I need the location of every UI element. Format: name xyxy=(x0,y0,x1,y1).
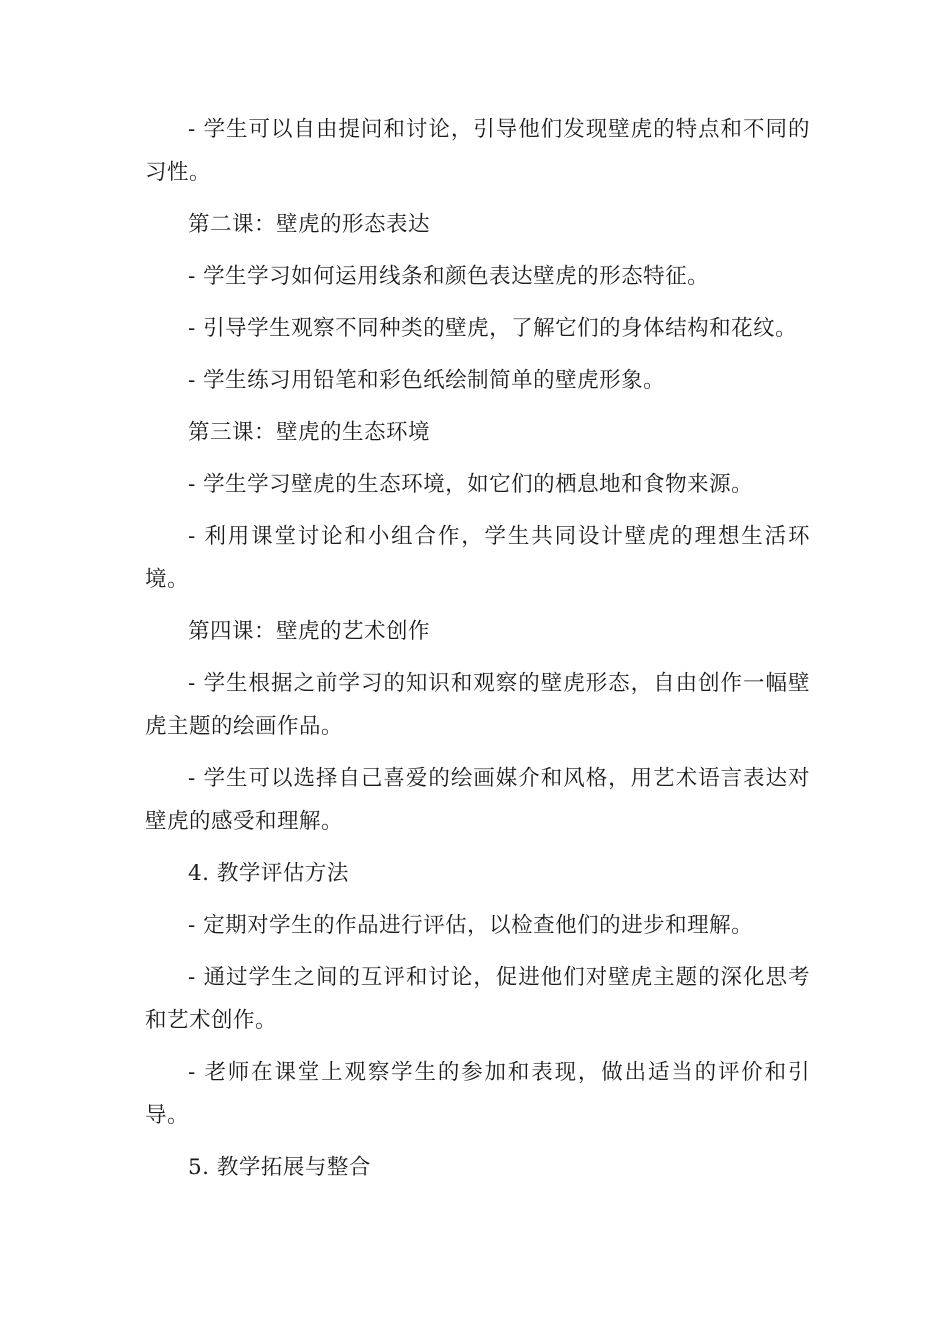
lesson-2-heading: 第二课：壁虎的形态表达 xyxy=(188,212,431,237)
paragraph-pencil-practice: - 学生练习用铅笔和彩色纸绘制简单的壁虎形象。 xyxy=(188,368,666,393)
paragraph-media-style: - 学生可以选择自己喜爱的绘画媒介和风格，用艺术语言表达对壁虎的感受和理解。 xyxy=(145,766,810,834)
paragraph-lines-colors: - 学生学习如何运用线条和颜色表达壁虎的形态特征。 xyxy=(188,264,710,289)
lesson-3-heading: 第三课：壁虎的生态环境 xyxy=(188,420,431,445)
section-5-heading: 5. 教学拓展与整合 xyxy=(188,1155,371,1180)
paragraph-periodic-evaluation: - 定期对学生的作品进行评估，以检查他们的进步和理解。 xyxy=(188,913,754,938)
document-body xyxy=(145,108,810,1198)
paragraph-group-design: - 利用课堂讨论和小组合作，学生共同设计壁虎的理想生活环境。 xyxy=(145,524,810,592)
section-4-heading: 4. 教学评估方法 xyxy=(188,861,349,886)
paragraph-peer-review: - 通过学生之间的互评和讨论，促进他们对壁虎主题的深化思考和艺术创作。 xyxy=(145,965,810,1033)
lesson-4-heading: 第四课：壁虎的艺术创作 xyxy=(188,619,431,644)
paragraph-habitat: - 学生学习壁虎的生态环境，如它们的栖息地和食物来源。 xyxy=(188,472,754,497)
paragraph-teacher-observation: - 老师在课堂上观察学生的参加和表现，做出适当的评价和引导。 xyxy=(145,1060,810,1128)
paragraph-observe-species: - 引导学生观察不同种类的壁虎，了解它们的身体结构和花纹。 xyxy=(188,316,798,341)
paragraph-free-creation: - 学生根据之前学习的知识和观察的壁虎形态，自由创作一幅壁虎主题的绘画作品。 xyxy=(145,671,810,739)
paragraph-question-discussion: - 学生可以自由提问和讨论，引导他们发现壁虎的特点和不同的习性。 xyxy=(145,117,810,185)
